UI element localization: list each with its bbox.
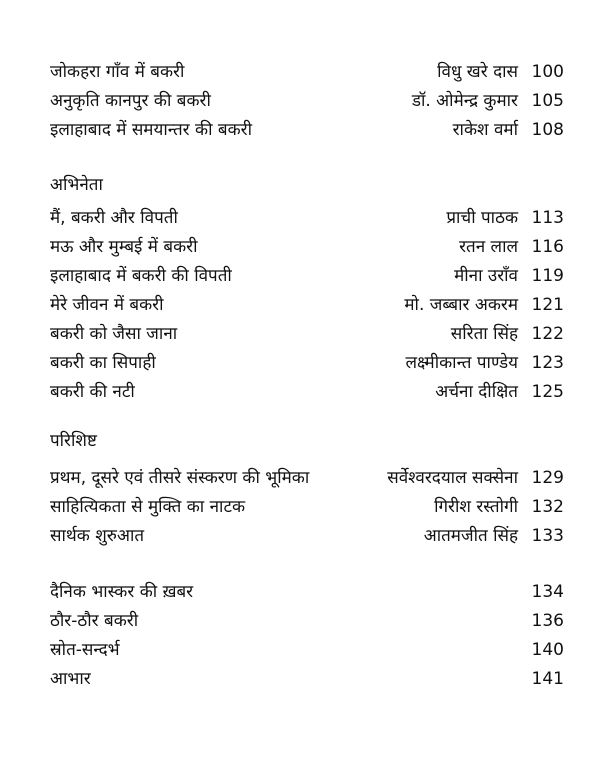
toc-entry <box>0 608 600 634</box>
entry-page: 119 <box>531 266 564 286</box>
entry-page: 141 <box>531 669 564 689</box>
entry-title: मेरे जीवन में बकरी <box>50 295 164 315</box>
entry-author: सरिता सिंह <box>450 324 518 344</box>
entry-author: सर्वेश्वरदयाल सक्सेना <box>387 468 518 488</box>
toc-entry <box>0 205 600 231</box>
entry-author: मीना उराँव <box>454 266 518 286</box>
toc-entry <box>0 465 600 491</box>
entry-title: सार्थक शुरुआत <box>50 526 145 546</box>
entry-title: ठौर-ठौर बकरी <box>50 611 139 631</box>
toc-entry <box>0 263 600 289</box>
entry-author: गिरीश रस्तोगी <box>434 497 518 517</box>
entry-page: 113 <box>531 208 564 228</box>
entry-title: स्रोत-सन्दर्भ <box>50 640 120 660</box>
entry-author: राकेश वर्मा <box>452 120 518 140</box>
entry-title: इलाहाबाद में बकरी की विपती <box>50 266 232 286</box>
entry-page: 122 <box>531 324 564 344</box>
entry-author: मो. जब्बार अकरम <box>404 295 518 315</box>
entry-page: 125 <box>531 382 564 402</box>
entry-title: जोकहरा गाँव में बकरी <box>50 62 185 82</box>
toc-entry <box>0 666 600 692</box>
toc-entry <box>0 523 600 549</box>
entry-page: 140 <box>531 640 564 660</box>
entry-page: 132 <box>531 497 564 517</box>
toc-entry <box>0 350 600 376</box>
toc-entry <box>0 292 600 318</box>
entry-author: रतन लाल <box>459 237 518 257</box>
toc-entry <box>0 117 600 143</box>
entry-title: बकरी का सिपाही <box>50 353 156 373</box>
entry-page: 136 <box>531 611 564 631</box>
entry-author: अर्चना दीक्षित <box>435 382 518 402</box>
entry-author: डॉ. ओमेन्द्र कुमार <box>411 91 518 111</box>
entry-author: आतमजीत सिंह <box>423 526 518 546</box>
entry-title: मऊ और मुम्बई में बकरी <box>50 237 198 257</box>
toc-entry <box>0 321 600 347</box>
entry-page: 129 <box>531 468 564 488</box>
entry-title: इलाहाबाद में समयान्तर की बकरी <box>50 120 253 140</box>
section-heading-appendix: परिशिष्ट <box>50 431 97 451</box>
entry-page: 133 <box>531 526 564 546</box>
entry-author: प्राची पाठक <box>446 208 518 228</box>
entry-author: विधु खरे दास <box>437 62 518 82</box>
entry-page: 134 <box>531 582 564 602</box>
entry-author: लक्ष्मीकान्त पाण्डेय <box>405 353 518 373</box>
toc-entry <box>0 234 600 260</box>
entry-title: साहित्यिकता से मुक्ति का नाटक <box>50 497 246 517</box>
toc-entry <box>0 379 600 405</box>
entry-page: 100 <box>531 62 564 82</box>
entry-title: मैं, बकरी और विपती <box>50 208 178 228</box>
entry-page: 121 <box>531 295 564 315</box>
toc-entry <box>0 494 600 520</box>
toc-entry <box>0 59 600 85</box>
entry-title: प्रथम, दूसरे एवं तीसरे संस्करण की भूमिका <box>50 468 310 488</box>
toc-entry <box>0 579 600 605</box>
section-heading-actors: अभिनेता <box>50 175 103 195</box>
toc-entry <box>0 637 600 663</box>
entry-page: 105 <box>531 91 564 111</box>
entry-page: 116 <box>531 237 564 257</box>
toc-entry <box>0 88 600 114</box>
entry-page: 108 <box>531 120 564 140</box>
entry-title: अनुकृति कानपुर की बकरी <box>50 91 211 111</box>
entry-title: बकरी को जैसा जाना <box>50 324 178 344</box>
entry-title: बकरी की नटी <box>50 382 135 402</box>
entry-title: दैनिक भास्कर की ख़बर <box>50 582 194 602</box>
entry-title: आभार <box>50 669 91 689</box>
entry-page: 123 <box>531 353 564 373</box>
